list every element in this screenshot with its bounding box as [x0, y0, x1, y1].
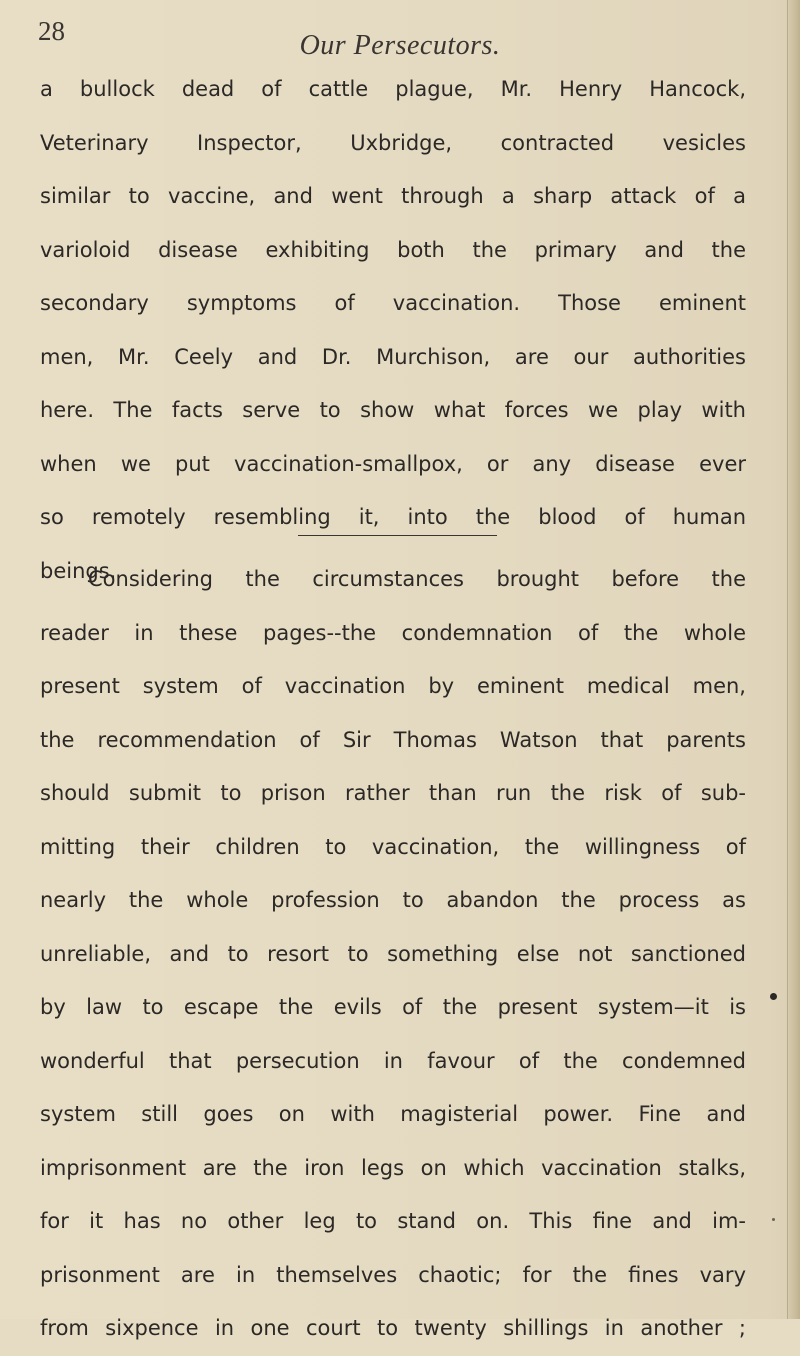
text-line: by law to escape the evils of the present system—it is [40, 995, 746, 1019]
text-line: beings. [40, 558, 117, 583]
text-line: Considering the circumstances brought before the [88, 567, 746, 591]
text-line: should submit to prison rather than run the risk of sub- [40, 781, 746, 805]
paragraph-1 [40, 63, 746, 598]
text-line: for it has no other leg to stand on. This fine and im- [40, 1209, 746, 1233]
text-line: so remotely resembling it, into the blood of human [40, 505, 746, 529]
running-head: Our Persecutors. [299, 30, 501, 61]
text-line: secondary symptoms of vaccination. Those eminent [40, 291, 746, 315]
ink-speck [772, 1218, 775, 1221]
text-line: reader in these pages--the condemnation of the whole [40, 620, 746, 645]
text-line: present system of vaccination by eminent medical men, [40, 674, 746, 698]
ink-speck [770, 993, 777, 1000]
text-line: from sixpence in one court to twenty shillings in another ; [40, 1316, 746, 1340]
text-line: unreliable, and to resort to something else not sanctioned [40, 941, 746, 966]
text-line: wonderful that persecution in favour of the condemned [40, 1048, 746, 1073]
text-line: similar to vaccine, and went through a sharp attack of a [40, 184, 746, 208]
page-number: 28 [38, 16, 65, 46]
paragraph-2 [40, 553, 746, 1356]
text-line: a bullock dead of cattle plague, Mr. Henry Hancock, [40, 77, 746, 101]
text-line: nearly the whole profession to abandon the process as [40, 888, 746, 912]
section-divider [298, 535, 497, 536]
text-line: prisonment are in themselves chaotic; for the fines vary [40, 1262, 746, 1287]
page-edge [787, 0, 800, 1319]
text-line: system still goes on with magisterial power. Fine and [40, 1102, 746, 1126]
text-line: men, Mr. Ceely and Dr. Murchison, are our authorities [40, 344, 746, 369]
text-line: when we put vaccination-smallpox, or any disease ever [40, 451, 746, 476]
text-line: mitting their children to vaccination, the willingness of [40, 834, 746, 859]
text-line: Veterinary Inspector, Uxbridge, contracted vesicles [40, 130, 746, 155]
text-line: imprisonment are the iron legs on which vaccination stalks, [40, 1155, 746, 1180]
text-line: the recommendation of Sir Thomas Watson that parents [40, 727, 746, 752]
text-line: here. The facts serve to show what forces we play with [40, 398, 746, 422]
text-line: varioloid disease exhibiting both the primary and the [40, 237, 746, 262]
